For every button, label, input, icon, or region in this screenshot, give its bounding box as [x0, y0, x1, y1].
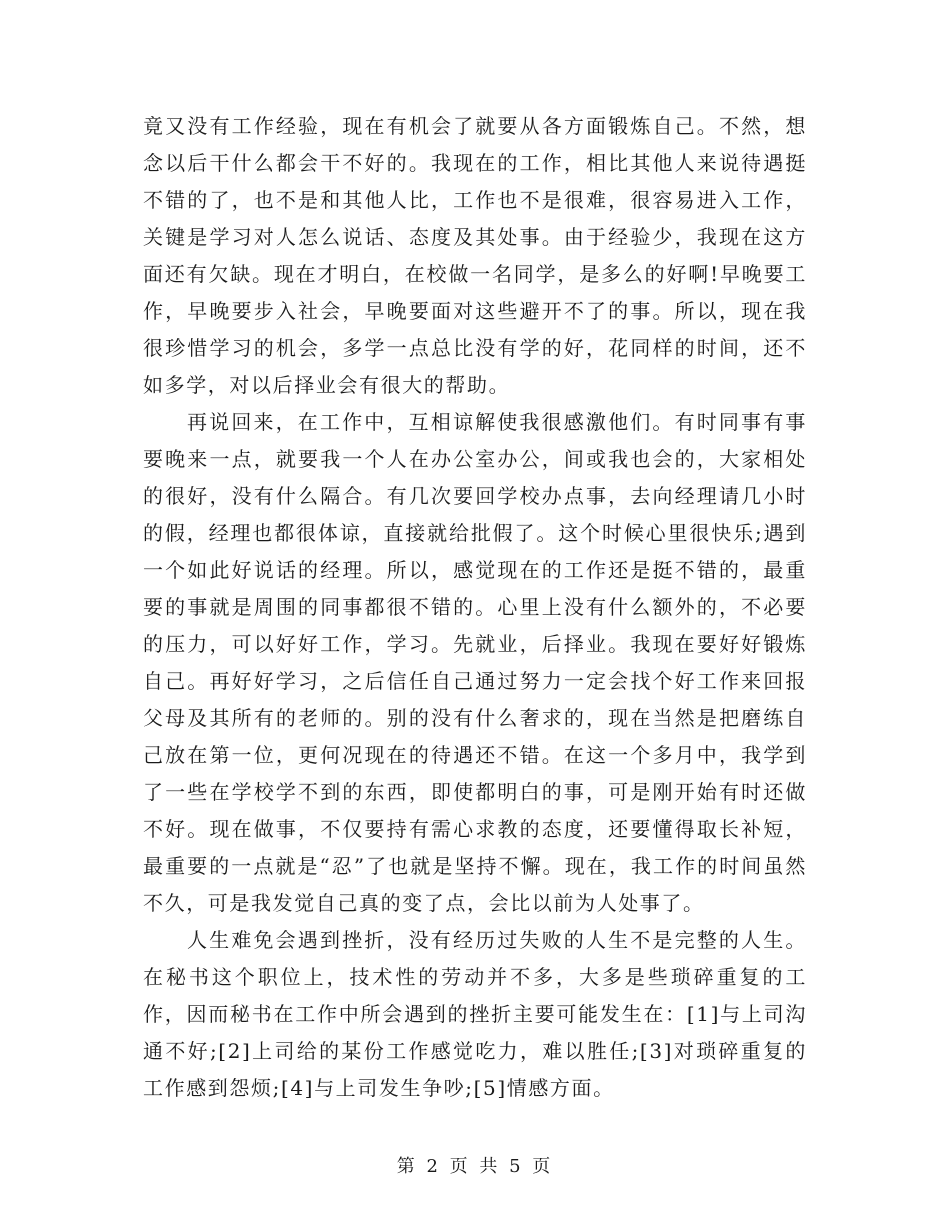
page-footer: 第 2 页 共 5 页	[396, 1156, 554, 1177]
paragraph-1: 竟又没有工作经验，现在有机会了就要从各方面锻炼自己。不然，想念以后干什么都会干不好的。我现在的工作，相比其他人来说待遇挺不错的了，也不是和其他人比，工作也不是很难，很容易进入工作，关键是学习对人怎么说话、态度及其处事。由于经验少，我现在这方面还有欠缺。现在才明白，在校做一名同学，是多么的好啊!早晚要工作，早晚要步入社会，早晚要面对这些避开不了的事。所以，现在我很珍惜学习的机会，多学一点总比没有学的好，花同样的时间，还不如多学，对以后择业会有很大的帮助。	[143, 114, 807, 397]
document-body	[143, 108, 807, 1107]
paragraph-2: 再说回来，在工作中，互相谅解使我很感激他们。有时同事有事要晚来一点，就要我一个人在办公室办公，间或我也会的，大家相处的很好，没有什么隔合。有几次要回学校办点事，去向经理请几小时的假，经理也都很体谅，直接就给批假了。这个时候心里很快乐;遇到一个如此好说话的经理。所以，感觉现在的工作还是挺不错的，最重要的事就是周围的同事都很不错的。心里上没有什么额外的，不必要的压力，可以好好工作，学习。先就业，后择业。我现在要好好锻炼自己。再好好学习，之后信任自己通过努力一定会找个好工作来回报父母及其所有的老师的。别的没有什么奢求的，现在当然是把磨练自己放在第一位，更何况现在的待遇还不错。在这一个多月中，我学到了一些在学校学不到的东西，即使都明白的事，可是刚开始有时还做不好。现在做事，不仅要持有需心求教的态度，还要懂得取长补短，最重要的一点就是“忍”了也就是坚持不懈。现在，我工作的时间虽然不久，可是我发觉自己真的变了点，会比以前为人处事了。	[143, 410, 807, 915]
paragraph-3: 人生难免会遇到挫折，没有经历过失败的人生不是完整的人生。在秘书这个职位上，技术性的劳动并不多，大多是些琐碎重复的工作，因而秘书在工作中所会遇到的挫折主要可能发生在：[1]与上司沟通不好;[2]上司给的某份工作感觉吃力，难以胜任;[3]对琐碎重复的工作感到怨烦;[4]与上司发生争吵;[5]情感方面。	[143, 928, 807, 1100]
